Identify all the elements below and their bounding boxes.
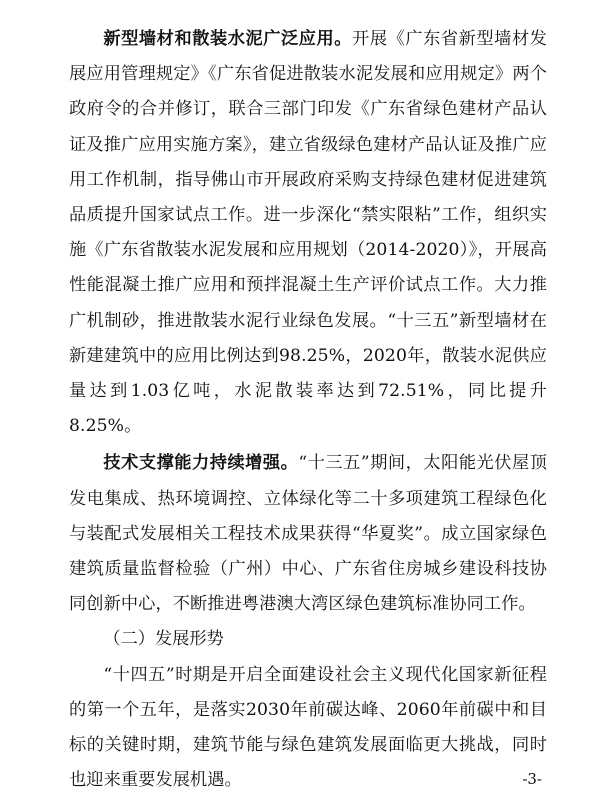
paragraph-new-wall-materials (69, 22, 547, 444)
section-heading: （二）发展形势 (103, 629, 224, 650)
paragraph-lead: 新型墙材和散装水泥广泛应用。 (103, 29, 353, 49)
paragraph-text: 开展《广东省新型墙材发展应用管理规定》《广东省促进散装水泥发展和应用规定》两个政府令的合并修订，联合三部门印发《广东省绿色建材产品认证及推广应用实施方案》，建立省级绿色建材产品认证及推广应用工作机制，指导佛山市开展政府采购支持绿色建材促进建筑品质提升国家试点工作。进一步深化“禁实限粘”工作，组织实施《广东省散装水泥发展和应用规划（2014-2020）》，开展高性能混凝土推广应用和预拌混凝土生产评价试点工作。大力推广机制砂，推进散装水泥行业绿色发展。“十三五”新型墙材在新建建筑中的应用比例达到98.25%，2020年，散装水泥供应量达到1.03亿吨，水泥散装率达到72.51%，同比提升8.25%。 (69, 29, 547, 437)
paragraph-development-situation: “十四五”时期是开启全面建设社会主义现代化国家新征程的第一个五年，是落实2030年前碳达峰、2060年前碳中和目标的关键时期，建筑节能与绿色建筑发展面临更大挑战，同时也迎来重要发展机遇。 (69, 664, 547, 791)
paragraph-lead: 技术支撑能力持续增强。 (103, 453, 299, 474)
paragraph-tech-support (69, 446, 547, 622)
page-number: -3- (522, 770, 542, 788)
paragraph-text: “十三五”期间，太阳能光伏屋顶发电集成、热环境调控、立体绿化等二十多项建筑工程绿色化与装配式发展相关工程技术成果获得“华夏奖”。成立国家绿色建筑质量监督检验（广州）中心、广东省住房城乡建设科技协同创新中心，不断推进粤港澳大湾区绿色建筑标准协同工作。 (69, 453, 548, 615)
document-body (69, 22, 547, 798)
